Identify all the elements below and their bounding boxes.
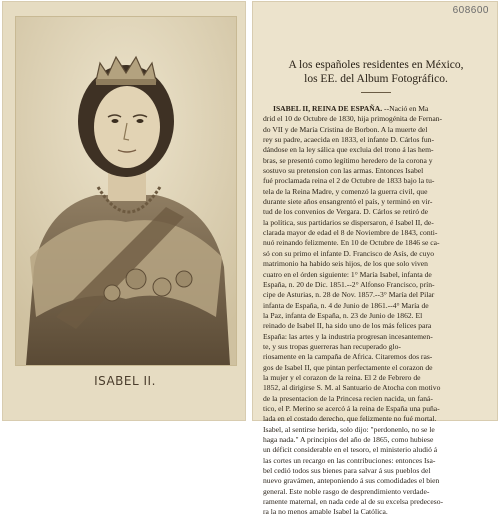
bio-line: Isabel, al sentirse herida, solo dijo: "perdonenlo, no se le	[263, 424, 435, 434]
portrait-caption: ISABEL II.	[94, 374, 156, 388]
bio-line: lada en el costado derecho, que felizmente no fué mortal.	[263, 414, 437, 424]
bio-line: un déficit considerable en el tesoro, el ministerio aludió á	[263, 445, 438, 455]
bio-line: fué proclamada reina el 2 de Octubre de 1833 bajo la tu-	[263, 176, 435, 186]
bio-line: dándose en la ley sálica que excluia del trono á las hem-	[263, 145, 434, 155]
bio-line: te, y sus tropas guerreras han recuperado glo-	[263, 341, 401, 351]
bio-line: clarada mayor de edad el 8 de Noviembre de 1843, conti-	[263, 228, 438, 238]
bio-line: do VII y de María Cristina de Borbon. A la muerte del	[263, 124, 428, 134]
portrait-card	[2, 1, 246, 421]
bio-line: de la presentacion de la Princesa recien nacida, un faná-	[263, 393, 433, 403]
heading-line-2: los EE. del Album Fotográfico.	[304, 73, 448, 85]
bio-line: la Paz, infanta de España, n. 23 de Junio de 1862. El	[263, 310, 423, 320]
bio-line: reinado de Isabel II, ha sido uno de los más felices para	[263, 321, 432, 331]
bio-line: gos de Isabel II, que pintan perfectamente el corazon de	[263, 362, 433, 372]
bio-line: rey su padre, acaecida en 1833, el infante D. Cárlos fun-	[263, 135, 435, 145]
bio-line: nuó reinando felizmente. En 10 de Octubre de 1846 se ca-	[263, 238, 440, 248]
biography-text	[263, 104, 491, 518]
bio-line: sostuvo su pretension con las armas. Entonces Isabel	[263, 166, 424, 176]
bio-line: la política, sus partidarios se dispersaron, é Isabel II, de-	[263, 217, 434, 227]
bio-line-0: --Nació en Ma	[382, 104, 429, 113]
bio-line: tico, el P. Merino se acercó á la reina de España una puña-	[263, 403, 440, 413]
bio-line: durante siete años ensangrentó el país, y terminó en vir-	[263, 197, 433, 207]
bio-line: cipe de Asturias, n. 28 de Nov. 1857.--3° María del Pilar	[263, 290, 435, 300]
portrait-image	[16, 17, 236, 365]
bio-line: la mujer y el corazon de la reina. El 2 de Febrero de	[263, 372, 421, 382]
bio-line: riosamente en la campaña de Africa. Citaremos dos ras-	[263, 352, 433, 362]
bio-line: bras, se presentó como legítimo heredero de la corona y	[263, 155, 433, 165]
bio-line: matrimonio ha habido seis hijos, de los que solo viven	[263, 259, 428, 269]
bio-line: 1852, al dirigirse S. M. al Santuario de Atocha con motivo	[263, 383, 441, 393]
bio-line: España, n. 20 de Dic. 1851.--2° Alfonso Francisco, prín-	[263, 279, 435, 289]
bio-line: cuatro en el órden siguiente: 1° María Isabel, infanta de	[263, 269, 432, 279]
bio-line: las cortes un recargo en las contribuciones: entonces Isa-	[263, 455, 436, 465]
heading-line-1: A los españoles residentes en México,	[288, 59, 464, 71]
bio-line: drid el 10 de Octubre de 1830, hija primogénita de Fernan-	[263, 114, 443, 124]
catalog-number: 608600	[452, 5, 489, 16]
biography-card	[252, 1, 498, 517]
bio-line: tela de la Reina Madre, y comenzó la guerra civil, que	[263, 186, 428, 196]
bio-line-first	[263, 104, 491, 114]
bio-line: bel cedió todos sus bienes para salvar á sus pueblos del	[263, 466, 431, 476]
portrait-photo	[15, 16, 237, 366]
divider-rule	[361, 92, 391, 93]
bio-title: ISABEL II, REINA DE ESPAÑA.	[273, 104, 383, 113]
bio-line: infanta de España, n. 4 de Junio de 1861.--4° María de	[263, 300, 429, 310]
bio-line: ra la no menos amable Isabel la Católica.	[263, 507, 388, 517]
bio-line: haga nada." A principios del año de 1865, como hubiese	[263, 435, 434, 444]
bio-line: só con su primo el infante D. Francisco de Asís, de cuyo	[263, 248, 435, 258]
bio-line: general. Este noble rasgo de desprendimiento verdade-	[263, 486, 430, 496]
bio-line: ramente maternal, en nada cede al de su excelsa predeceso-	[263, 497, 444, 507]
bio-line: España: las artes y la industria progresan incesantemen-	[263, 331, 433, 341]
bio-line: tud de los convenios de Vergara. D. Cárlos se retiró de	[263, 207, 429, 217]
dedication-heading	[261, 58, 491, 86]
bio-line: nuevo gravámen, anteponiendo á sus comodidades el bien	[263, 476, 440, 486]
